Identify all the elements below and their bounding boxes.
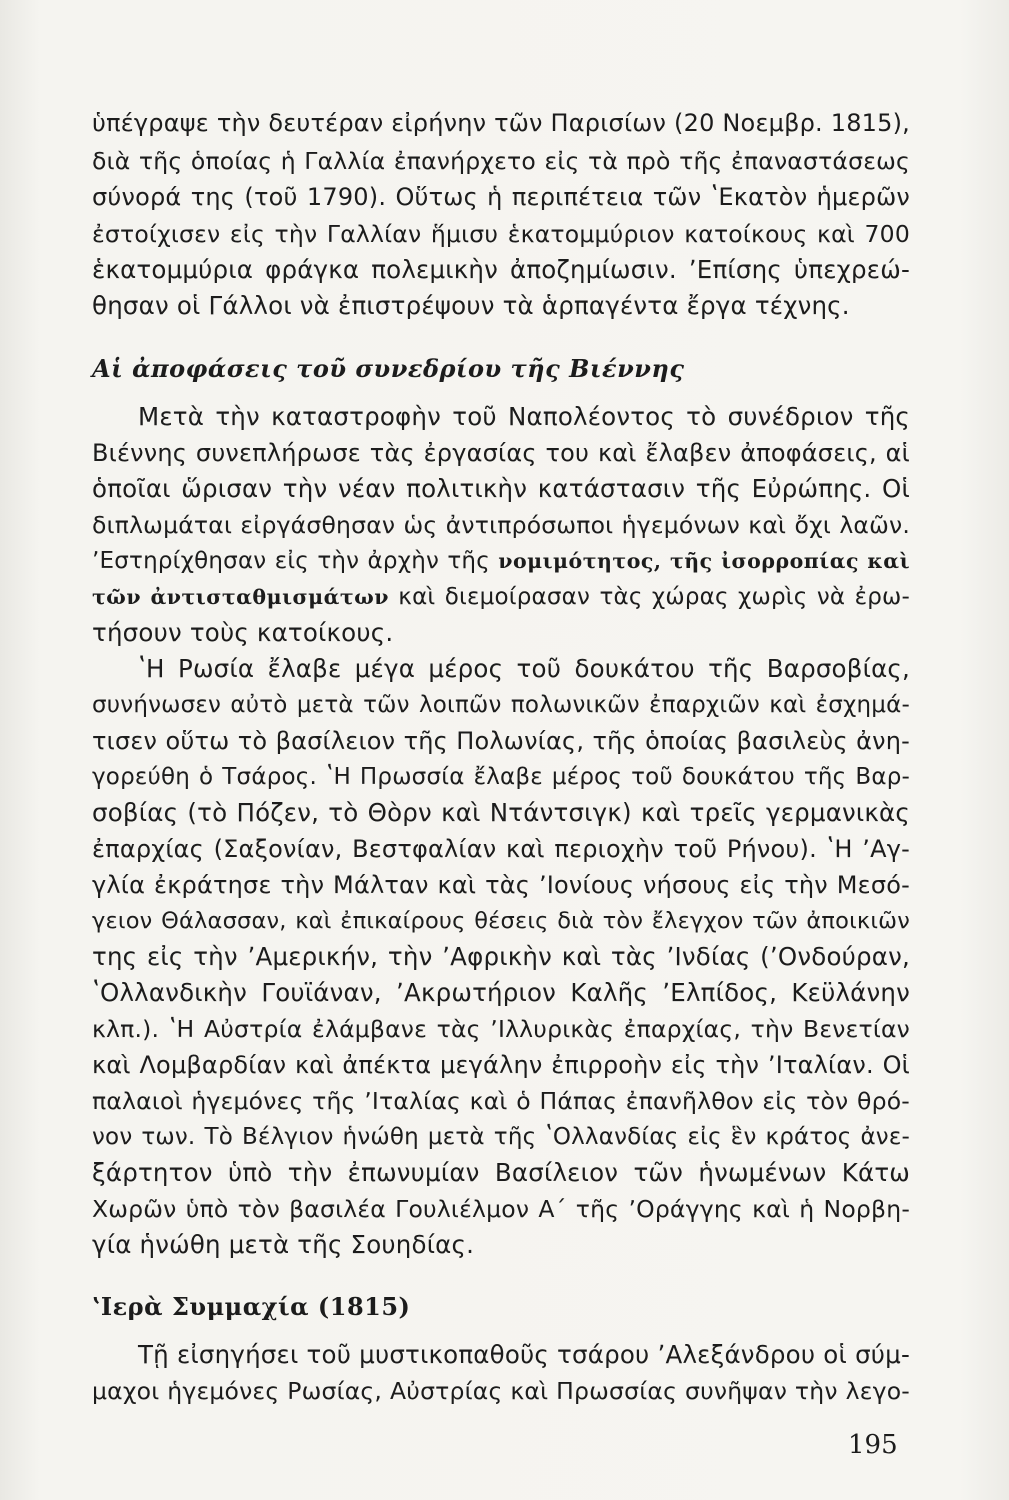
text-line: ἐστοίχισεν εἰς τὴν Γαλλίαν ἥμισυ ἑκατομμύριον κατοίκους καὶ 700 (92, 220, 910, 248)
text-line: κλπ.). ʽΗ Αὐστρία ἐλάμβανε τὰς ʼΙλλυρικὰς ἐπαρχίας, τὴν Βενετίαν (92, 1015, 910, 1043)
text-line: τήσουν τοὺς κατοίκους. (92, 618, 394, 647)
text-line: συνήνωσεν αὐτὸ μετὰ τῶν λοιπῶν πολωνικῶν ἐπαρχιῶν καὶ ἐσχημά- (92, 692, 910, 718)
text-line: της εἰς τὴν ʼΑμερικήν, τὴν ʼΑφρικὴν καὶ τὰς ʼΙνδίας (ʼΟνδούραν, (92, 942, 910, 971)
text-line: γία ἡνώθη μετὰ τῆς Σουηδίας. (92, 1230, 475, 1259)
text-line: Βιέννης συνεπλήρωσε τὰς ἐργασίας του καὶ ἔλαβεν ἀποφάσεις, αἱ (92, 439, 910, 467)
text-run: ʼΕστηρίχθησαν εἰς τὴν ἀρχὴν τῆς (92, 548, 499, 574)
emphasized-text: τῶν ἀντισταθμισμάτων (92, 585, 389, 609)
emphasized-text: νομιμότητος, τῆς ἰσορροπίας καὶ (498, 549, 910, 573)
text-line: Μετὰ τὴν καταστροφὴν τοῦ Ναπολέοντος τὸ συνέδριον τῆς (138, 402, 910, 431)
text-line: μαχοι ἡγεμόνες Ρωσίας, Αὐστρίας καὶ Πρωσσίας συνῆψαν τὴν λεγο- (92, 1377, 910, 1405)
text-line: σύνορά της (τοῦ 1790). Οὕτως ἡ περιπέτεια τῶν ʽΕκατὸν ἡμερῶν (92, 183, 910, 211)
text-line: γειον Θάλασσαν, καὶ ἐπικαίρους θέσεις διὰ τὸν ἔλεγχον τῶν ἀποικιῶν (92, 908, 910, 934)
text-line: γλία ἐκράτησε τὴν Μάλταν καὶ τὰς ʼΙονίους νήσους εἰς τὴν Μεσό- (92, 871, 910, 899)
text-line: ἐπαρχίας (Σαξονίαν, Βεστφαλίαν καὶ περιοχὴν τοῦ Ρήνου). ʽΗ ʼΑγ- (92, 835, 910, 863)
text-line: διὰ τῆς ὁποίας ἡ Γαλλία ἐπανήρχετο εἰς τὰ πρὸ τῆς ἐπαναστάσεως (92, 147, 910, 175)
text-line: διπλωμάται εἰργάσθησαν ὡς ἀντιπρόσωποι ἡγεμόνων καὶ ὄχι λαῶν. (92, 511, 910, 539)
page-number: 195 (848, 1430, 898, 1460)
text-line: ʽΟλλανδικὴν Γουϊάναν, ʼΑκρωτήριον Καλῆς ʼΕλπίδος, Κεϋλάνην (92, 978, 910, 1007)
text-line: τισεν οὕτω τὸ βασίλειον τῆς Πολωνίας, τῆς ὁποίας βασιλεὺς ἀνη- (92, 727, 910, 755)
text-line: καὶ Λομβαρδίαν καὶ ἀπέκτα μεγάλην ἐπιρροὴν εἰς τὴν ʼΙταλίαν. Οἱ (92, 1051, 910, 1079)
text-line: Χωρῶν ὑπὸ τὸν βασιλέα Γουλιέλμον Α΄ τῆς ʼΟράγγης καὶ ἡ Νορβη- (92, 1195, 910, 1223)
text-line: ὁποῖαι ὥρισαν τὴν νέαν πολιτικὴν κατάστασιν τῆς Εὐρώπης. Οἱ (92, 474, 910, 503)
text-line (92, 544, 910, 578)
section-heading: ʽΙερὰ Συμμαχία (1815) (92, 1292, 411, 1321)
text-line: σοβίας (τὸ Πόζεν, τὸ Θὸρν καὶ Ντάντσιγκ) καὶ τρεῖς γερμανικὰς (92, 798, 910, 827)
text-line: Τῇ εἰσηγήσει τοῦ μυστικοπαθοῦς τσάρου ʼΑλεξάνδρου οἱ σύμ- (138, 1340, 910, 1369)
text-line: ʽΗ Ρωσία ἔλαβε μέγα μέρος τοῦ δουκάτου τῆς Βαρσοβίας, (138, 654, 910, 683)
section-heading: Αἱ ἀποφάσεις τοῦ συνεδρίου τῆς Βιέννης (92, 354, 685, 383)
text-line: θησαν οἱ Γάλλοι νὰ ἐπιστρέψουν τὰ ἁρπαγέντα ἔργα τέχνης. (92, 291, 850, 320)
text-line: νον των. Τὸ Βέλγιον ἡνώθη μετὰ τῆς ʽΟλλανδίας εἰς ἓν κράτος ἀνε- (92, 1124, 910, 1150)
text-line (92, 580, 910, 614)
text-line: ἑκατομμύρια φράγκα πολεμικὴν ἀποζημίωσιν. ʼΕπίσης ὑπεχρεώ- (92, 255, 910, 284)
text-line: γορεύθη ὁ Τσάρος. ʽΗ Πρωσσία ἔλαβε μέρος τοῦ δουκάτου τῆς Βαρ- (92, 764, 910, 790)
text-run: καὶ διεμοίρασαν τὰς χώρας χωρὶς νὰ ἐρω- (388, 584, 910, 610)
text-line: παλαιοὶ ἡγεμόνες τῆς ʼΙταλίας καὶ ὁ Πάπας ἐπανῆλθον εἰς τὸν θρό- (92, 1087, 910, 1115)
text-line: ξάρτητον ὑπὸ τὴν ἐπωνυμίαν Βασίλειον τῶν ἡνωμένων Κάτω (92, 1158, 910, 1187)
text-line: ὑπέγραψε τὴν δευτέραν εἰρήνην τῶν Παρισίων (20 Νοεμβρ. 1815), (92, 109, 910, 137)
